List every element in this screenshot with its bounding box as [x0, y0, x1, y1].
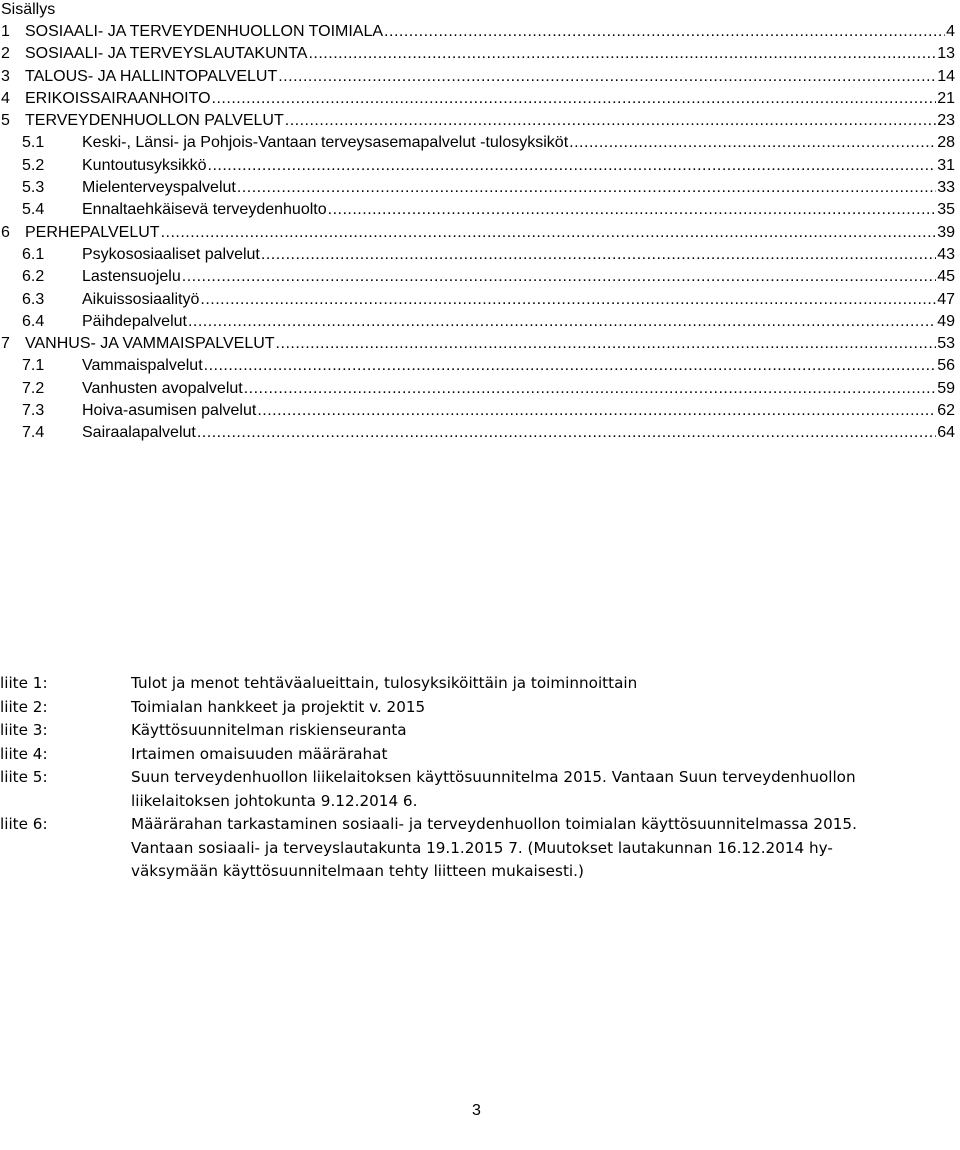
toc-leader-dots [261, 245, 936, 265]
toc-entry-number: 6.1 [22, 245, 45, 263]
toc-entry-label: TERVEYDENHUOLLON PALVELUT [25, 112, 284, 130]
toc-entry-label: Lastensuojelu [82, 268, 181, 286]
attachment-item [0, 766, 960, 813]
toc-entry-label: TALOUS- JA HALLINTOPALVELUT [25, 67, 278, 85]
toc-entry-label: ERIKOISSAIRAANHOITO [25, 89, 211, 107]
toc-entry-number: 3 [1, 67, 10, 85]
toc-entry-label: Keski-, Länsi- ja Pohjois-Vantaan terveysasemapalvelut -tulosyksiköt [82, 134, 569, 152]
toc-entry-page: 4 [946, 23, 955, 40]
toc-entry-label: Ennaltaehkäisevä terveydenhuolto [82, 201, 327, 219]
toc-entry[interactable] [0, 67, 955, 89]
attachment-text: Määrärahan tarkastaminen sosiaali- ja terveydenhuollon toimialan käyttösuunnitelmassa 2015. Vantaan sosiaali- ja terveyslautakunta 19.1.2015 7. (Muutokset lautakunnan 16.12.2014 hy- väksymään käyttösuunnitelmaan tehty liitteen mukaisesti.) [131, 815, 857, 880]
toc-entry-page: 49 [937, 312, 955, 330]
attachment-key: liite 5: [0, 768, 48, 786]
toc-entry-label: SOSIAALI- JA TERVEYDENHUOLLON TOIMIALA [25, 23, 384, 40]
toc-leader-dots [208, 156, 937, 176]
toc-entry[interactable] [0, 156, 955, 178]
toc-entry[interactable] [0, 44, 955, 66]
toc-entry-label: Hoiva-asumisen palvelut [82, 402, 257, 420]
toc-entry-page: 14 [937, 67, 955, 85]
toc-entry-label: Vammaispalvelut [82, 357, 203, 375]
toc-leader-dots [285, 111, 936, 131]
toc-leader-dots [188, 312, 936, 332]
toc-entry-page: 21 [937, 89, 955, 107]
toc-entry-page: 43 [937, 245, 955, 263]
toc-leader-dots [328, 200, 937, 220]
toc-entry-label: Päihdepalvelut [82, 312, 187, 330]
toc-entry[interactable] [0, 89, 955, 111]
toc-leader-dots [237, 178, 936, 198]
toc-entry-page: 47 [937, 290, 955, 308]
toc-entry[interactable] [0, 423, 955, 445]
toc-entry[interactable] [0, 200, 955, 222]
toc-entry-number: 5.2 [22, 156, 45, 174]
attachments-list [0, 672, 960, 884]
toc-entry-number: 4 [1, 89, 10, 107]
attachment-item [0, 719, 960, 743]
toc-entry[interactable] [0, 22, 955, 44]
attachment-text: Toimialan hankkeet ja projektit v. 2015 [131, 697, 426, 716]
toc-entry-label: PERHEPALVELUT [25, 223, 160, 241]
attachment-item [0, 672, 960, 696]
attachment-text: Käyttösuunnitelman riskienseuranta [131, 721, 407, 739]
attachment-key: liite 6: [0, 815, 48, 833]
attachment-key: liite 1: [0, 674, 48, 692]
toc-entry-number: 6 [1, 223, 10, 241]
toc-entry[interactable] [0, 290, 955, 312]
attachment-key: liite 2: [0, 697, 48, 716]
toc-entry[interactable] [0, 223, 955, 245]
toc-entry-page: 53 [937, 335, 955, 353]
attachment-text: Suun terveydenhuollon liikelaitoksen käyttösuunnitelma 2015. Vantaan Suun terveydenhuollon liikelaitoksen johtokunta 9.12.2014 6. [131, 768, 856, 810]
toc-entry-number: 7.2 [22, 379, 45, 397]
toc-entry[interactable] [0, 312, 955, 334]
toc-entry-label: Mielenterveyspalvelut [82, 179, 236, 197]
toc-entry-page: 23 [937, 112, 955, 130]
toc-entry-page: 45 [937, 268, 955, 286]
toc-entry[interactable] [0, 245, 955, 267]
page-number: 3 [472, 1102, 481, 1119]
toc-entry-number: 2 [1, 45, 10, 63]
toc-leader-dots [200, 290, 936, 310]
toc-entry[interactable] [0, 334, 955, 356]
toc-entry-number: 5.4 [22, 201, 45, 219]
toc-title: Sisällys [1, 1, 56, 18]
attachment-text: Irtaimen omaisuuden määrärahat [131, 744, 388, 763]
toc-entry-page: 64 [937, 424, 955, 442]
toc-entry-number: 1 [1, 23, 10, 40]
toc-leader-dots [569, 133, 936, 153]
attachment-item [0, 743, 960, 767]
toc-leader-dots [384, 22, 945, 42]
toc-entry-page: 28 [937, 134, 955, 152]
toc-entry-page: 39 [937, 223, 955, 241]
toc-entry-label: VANHUS- JA VAMMAISPALVELUT [25, 335, 275, 353]
toc-entry-number: 5.3 [22, 179, 45, 197]
toc-entry-number: 5 [1, 112, 10, 130]
toc-entry-page: 56 [937, 357, 955, 375]
attachment-text: Tulot ja menot tehtäväalueittain, tulosyksiköittäin ja toiminnoittain [131, 674, 638, 692]
toc-leader-dots [308, 44, 936, 64]
toc-entry-number: 7.3 [22, 402, 45, 420]
toc-entry[interactable] [0, 379, 955, 401]
toc-entry-label: Sairaalapalvelut [82, 424, 196, 442]
toc-leader-dots [257, 401, 936, 421]
toc-entry-label: SOSIAALI- JA TERVEYSLAUTAKUNTA [25, 45, 308, 63]
toc-entry-number: 6.2 [22, 268, 45, 286]
toc-entry[interactable] [0, 111, 955, 133]
toc-leader-dots [204, 356, 937, 376]
toc-entry-page: 31 [937, 156, 955, 174]
toc-entry[interactable] [0, 401, 955, 423]
toc-leader-dots [212, 89, 937, 109]
toc-entry-label: Vanhusten avopalvelut [82, 379, 243, 397]
attachment-item [0, 696, 960, 720]
toc-entry-number: 7.4 [22, 424, 45, 442]
toc-leader-dots [278, 67, 936, 87]
attachment-item [0, 813, 960, 884]
toc-entry-page: 33 [937, 179, 955, 197]
toc-entry-number: 6.3 [22, 290, 45, 308]
toc-entry[interactable] [0, 356, 955, 378]
toc-leader-dots [276, 334, 937, 354]
toc-entry-page: 35 [937, 201, 955, 219]
toc-leader-dots [182, 267, 936, 287]
toc-leader-dots [244, 379, 936, 399]
toc-entry-number: 6.4 [22, 312, 45, 330]
toc-entry-page: 13 [937, 45, 955, 63]
toc-entry[interactable] [0, 178, 955, 200]
attachment-key: liite 4: [0, 744, 48, 763]
toc-entry-number: 7 [1, 335, 10, 353]
toc-entry-label: Psykososiaaliset palvelut [82, 245, 260, 263]
toc-entry-number: 7.1 [22, 357, 45, 375]
toc-leader-dots [161, 223, 937, 243]
toc-entry-number: 5.1 [22, 134, 45, 152]
toc-entry[interactable] [0, 133, 955, 155]
toc-entry-page: 62 [937, 402, 955, 420]
table-of-contents [0, 22, 955, 446]
attachment-key: liite 3: [0, 721, 48, 739]
toc-entry-label: Aikuissosiaalityö [82, 290, 200, 308]
toc-entry[interactable] [0, 267, 955, 289]
toc-entry-page: 59 [937, 379, 955, 397]
toc-leader-dots [197, 423, 936, 443]
toc-entry-label: Kuntoutusyksikkö [82, 156, 207, 174]
